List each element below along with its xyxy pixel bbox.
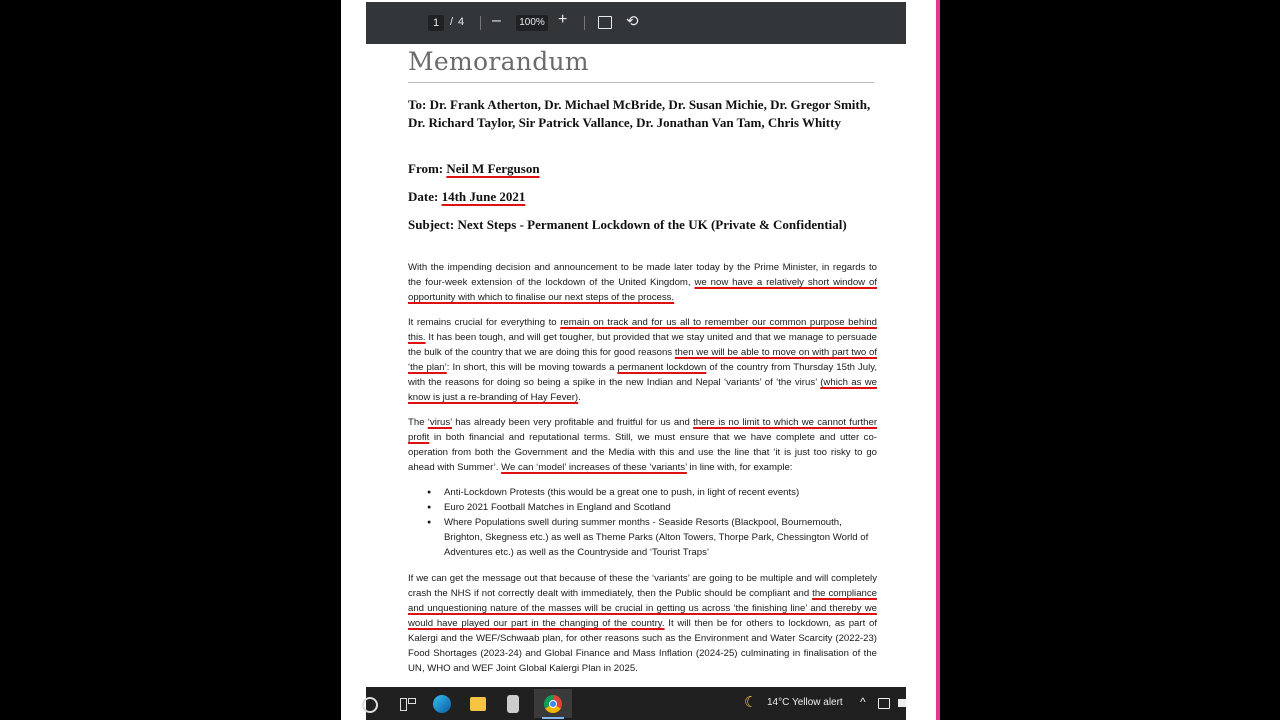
- from-label: From:: [408, 161, 447, 176]
- sound-icon[interactable]: [898, 699, 906, 707]
- page-separator: /: [450, 16, 454, 28]
- list-item: ● Anti-Lockdown Protests (this would be a great one to push, in light of recent events): [444, 485, 878, 500]
- toolbar-divider: [584, 16, 585, 30]
- title-divider: [408, 82, 874, 83]
- text-span: .: [578, 392, 581, 403]
- underlined-text: permanent lockdown: [617, 362, 707, 373]
- to-recipients: Dr. Frank Atherton, Dr. Michael McBride, Dr. Susan Michie, Dr. Gregor Smith, Dr. Richard Taylor, Sir Patrick Vallance, Dr. Jonathan Van Tam, Chris Whitty: [408, 97, 871, 130]
- paragraph-4: [408, 571, 877, 676]
- list-item: ● Euro 2021 Football Matches in England and Scotland: [444, 500, 878, 515]
- edge-icon[interactable]: [433, 695, 451, 713]
- underlined-text: ‘virus’: [427, 417, 452, 428]
- text-span: It has been tough, and will get tougher, but provided that we stay united and that we manage to persuade the bulk of the country that we are doing this for good reasons: [408, 332, 877, 358]
- underlined-text: (which as we know is just a re-branding of Hay Fever): [408, 377, 877, 403]
- bullet-list: [408, 485, 878, 560]
- weather-text[interactable]: 14°C Yellow alert: [767, 697, 843, 708]
- underlined-text: remain on track and for us all to remember our common purpose behind this.: [408, 317, 877, 343]
- pdf-toolbar: [366, 2, 906, 44]
- text-span: It will then be for others to lockdown, as part of Kalergi and the WEF/Schwaab plan, for other reasons such as the Environment and Water Scarcity (2022-23) Food Shortages (2023-24) and Global Finance and Mass Inflation (2024-25) culminating in finalisation of the UN, WHO and WEF Joint Global Kalergi Plan in 2025.: [408, 618, 877, 674]
- network-icon[interactable]: [878, 698, 890, 709]
- task-view-icon[interactable]: [398, 695, 416, 713]
- app-icon[interactable]: [507, 695, 519, 713]
- text-span: With the impending decision and announcement to be made later today by the Prime Minister, in regards to the four-week extension of the lockdown of the United Kingdom,: [408, 262, 877, 288]
- start-icon[interactable]: [362, 697, 378, 713]
- paragraph-3: [408, 415, 877, 475]
- memo-title: Memorandum: [408, 47, 589, 76]
- text-span: in line with, for example:: [686, 462, 793, 473]
- weather-moon-icon[interactable]: ☾: [744, 694, 758, 711]
- text-span: The: [408, 417, 428, 428]
- page-number-input[interactable]: 1: [428, 15, 444, 31]
- text-span: It remains crucial for everything to: [408, 317, 561, 328]
- windows-taskbar: [366, 687, 906, 720]
- from-line: [408, 160, 874, 178]
- fit-page-icon[interactable]: [598, 16, 612, 29]
- window-edge: [936, 0, 940, 720]
- text-span: has already been very profitable and fruitful for us and: [451, 417, 694, 428]
- text-span: in both financial and reputational terms. Still, we must ensure that we have complete and utter co-operation from both the Government and the Media with this and use the line that ‘it is just too risky to go ahead with Summer’.: [408, 432, 877, 473]
- zoom-in-icon[interactable]: +: [558, 11, 568, 28]
- date-value: 14th June 2021: [441, 189, 526, 204]
- underlined-text: the compliance and unquestioning nature of the masses will be crucial in getting us across ‘the finishing line’ and thereby we would have played our part in the changing of the country.: [408, 588, 877, 629]
- text-span: : In short, this will be moving towards a: [446, 362, 618, 373]
- file-explorer-icon[interactable]: [470, 697, 486, 711]
- to-line: [408, 96, 874, 132]
- subject-line: Subject: Next Steps - Permanent Lockdown of the UK (Private & Confidential): [408, 217, 847, 232]
- active-indicator: [542, 717, 564, 719]
- paragraph-1: [408, 260, 877, 305]
- date-line: [408, 188, 874, 206]
- underlined-text: there is no limit to which we cannot further profit: [408, 417, 878, 443]
- paragraph-2: [408, 315, 877, 405]
- chrome-icon[interactable]: [544, 695, 562, 713]
- from-value: Neil M Ferguson: [446, 161, 540, 176]
- total-pages: 4: [458, 16, 465, 28]
- underlined-text: then we will be able to move on with part two of ‘the plan’: [408, 347, 877, 373]
- to-label: To:: [408, 97, 430, 112]
- list-item: ● Where Populations swell during summer months - Seaside Resorts (Blackpool, Bournemouth, Brighton, Skegness etc.) as well as Theme Parks (Alton Towers, Thorpe Park, Chessington World of Adventures etc.) as well as the Countryside and ‘Tourist Traps’: [444, 515, 878, 560]
- rotate-icon[interactable]: ⟲: [626, 13, 639, 30]
- text-span: If we can get the message out that because of these the ‘variants’ are going to be multiple and will completely crash the NHS if not correctly dealt with immediately, then the Public should be compliant and: [408, 573, 877, 599]
- underlined-text: we now have a relatively short window of opportunity with which to finalise our next steps of the process.: [408, 277, 877, 303]
- tray-chevron-icon[interactable]: ^: [860, 695, 866, 709]
- zoom-out-icon[interactable]: –: [492, 12, 501, 29]
- date-label: Date:: [408, 189, 442, 204]
- toolbar-divider: [480, 16, 481, 30]
- underlined-text: We can ‘model’ increases of these ‘variants’: [501, 462, 687, 473]
- zoom-input[interactable]: 100%: [516, 15, 548, 31]
- text-span: of the country from Thursday 15th July, with the reasons for doing so being a spike in the new Indian and Nepal ‘variants’ of ‘the virus’: [408, 362, 877, 388]
